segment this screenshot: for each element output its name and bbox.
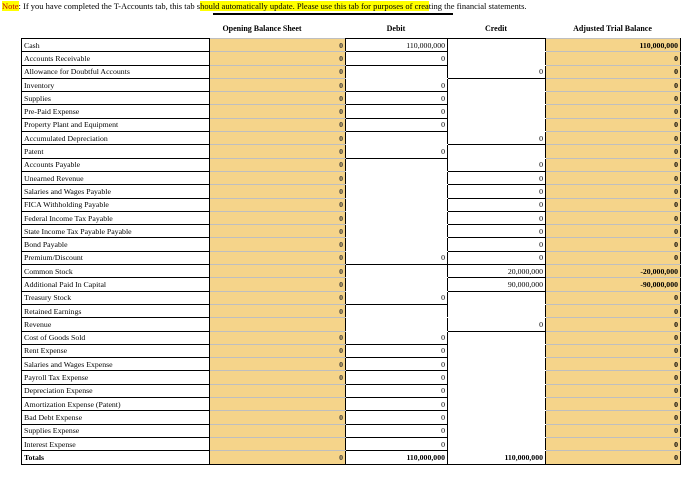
credit-cell[interactable]: 0 — [448, 318, 546, 331]
adjusted-balance-cell[interactable]: 0 — [546, 198, 681, 211]
account-name-cell[interactable]: Payroll Tax Expense — [22, 371, 210, 384]
credit-cell[interactable]: 90,000,000 — [448, 278, 546, 291]
account-name-cell[interactable]: Rent Expense — [22, 344, 210, 357]
adjusted-balance-cell[interactable]: 0 — [546, 304, 681, 317]
header-opening-balance: Opening Balance Sheet — [222, 24, 302, 33]
adjusted-balance-cell[interactable]: 0 — [546, 65, 681, 78]
trial-balance-table — [21, 38, 681, 465]
opening-balance-cell[interactable]: 0 — [210, 304, 346, 317]
account-name-cell[interactable]: Salaries and Wages Expense — [22, 358, 210, 371]
table-row — [22, 185, 681, 198]
opening-balance-cell[interactable]: 0 — [210, 78, 346, 91]
debit-cell[interactable]: 0 — [346, 105, 448, 118]
debit-cell[interactable]: 110,000,000 — [346, 451, 448, 464]
table-row — [22, 278, 681, 291]
opening-balance-cell[interactable]: 0 — [210, 278, 346, 291]
opening-balance-cell[interactable]: 0 — [210, 185, 346, 198]
opening-balance-cell[interactable]: 0 — [210, 265, 346, 278]
account-name-cell[interactable]: Patent — [22, 145, 210, 158]
opening-balance-cell[interactable]: 0 — [210, 171, 346, 184]
opening-balance-cell[interactable]: 0 — [210, 238, 346, 251]
table-row — [22, 411, 681, 424]
table-row — [22, 358, 681, 371]
debit-cell[interactable]: 0 — [346, 78, 448, 91]
account-name-cell[interactable]: State Income Tax Payable Payable — [22, 225, 210, 238]
adjusted-balance-cell[interactable]: 0 — [546, 78, 681, 91]
adjusted-balance-cell[interactable]: 0 — [546, 105, 681, 118]
credit-cell[interactable]: 0 — [448, 225, 546, 238]
debit-cell[interactable]: 0 — [346, 384, 448, 397]
account-name-cell[interactable]: Accounts Receivable — [22, 52, 210, 65]
table-row — [22, 118, 681, 131]
table-row — [22, 398, 681, 411]
credit-cell[interactable] — [448, 92, 546, 105]
adjusted-balance-cell[interactable]: -20,000,000 — [546, 265, 681, 278]
debit-cell[interactable]: 0 — [346, 424, 448, 437]
opening-balance-cell[interactable]: 0 — [210, 251, 346, 264]
adjusted-balance-cell[interactable]: 0 — [546, 118, 681, 131]
table-row — [22, 105, 681, 118]
debit-cell[interactable]: 110,000,000 — [346, 39, 448, 52]
account-name-cell[interactable]: Retained Earnings — [22, 304, 210, 317]
credit-cell[interactable] — [448, 358, 546, 371]
adjusted-balance-cell[interactable]: 0 — [546, 171, 681, 184]
account-name-cell[interactable]: Accounts Payable — [22, 158, 210, 171]
debit-cell[interactable]: 0 — [346, 411, 448, 424]
adjusted-balance-cell[interactable]: 0 — [546, 358, 681, 371]
adjusted-balance-cell[interactable]: 0 — [546, 158, 681, 171]
credit-cell[interactable] — [448, 424, 546, 437]
adjusted-balance-cell[interactable]: 0 — [546, 451, 681, 464]
account-name-cell[interactable]: Supplies Expense — [22, 424, 210, 437]
account-name-cell[interactable]: Supplies — [22, 92, 210, 105]
credit-cell[interactable]: 110,000,000 — [448, 451, 546, 464]
credit-cell[interactable]: 0 — [448, 158, 546, 171]
opening-balance-cell[interactable] — [210, 424, 346, 437]
account-name-cell[interactable]: Allowance for Doubtful Accounts — [22, 65, 210, 78]
debit-cell[interactable] — [346, 171, 448, 184]
account-name-cell[interactable]: Accumulated Depreciation — [22, 132, 210, 145]
credit-cell[interactable] — [448, 331, 546, 344]
adjusted-balance-cell[interactable]: 0 — [546, 211, 681, 224]
account-name-cell[interactable]: Additional Paid In Capital — [22, 278, 210, 291]
table-row — [22, 65, 681, 78]
table-row — [22, 318, 681, 331]
credit-cell[interactable] — [448, 145, 546, 158]
trial-balance-body — [22, 39, 681, 465]
table-row — [22, 371, 681, 384]
account-name-cell[interactable]: Premium/Discount — [22, 251, 210, 264]
credit-cell[interactable] — [448, 371, 546, 384]
table-row — [22, 265, 681, 278]
header-credit: Credit — [484, 24, 508, 33]
credit-cell[interactable]: 0 — [448, 185, 546, 198]
credit-cell[interactable] — [448, 398, 546, 411]
table-row — [22, 52, 681, 65]
credit-cell[interactable]: 0 — [448, 171, 546, 184]
credit-cell[interactable] — [448, 52, 546, 65]
credit-cell[interactable] — [448, 105, 546, 118]
opening-balance-cell[interactable]: 0 — [210, 211, 346, 224]
debit-cell[interactable]: 0 — [346, 358, 448, 371]
debit-cell[interactable] — [346, 304, 448, 317]
totals-row — [22, 451, 681, 464]
credit-cell[interactable] — [448, 304, 546, 317]
header-adjusted-trial-balance: Adjusted Trial Balance — [573, 24, 652, 33]
note-banner — [2, 1, 527, 14]
opening-balance-cell[interactable]: 0 — [210, 92, 346, 105]
debit-cell[interactable]: 0 — [346, 437, 448, 450]
table-row — [22, 384, 681, 397]
opening-balance-cell[interactable]: 0 — [210, 65, 346, 78]
header-debit: Debit — [386, 24, 406, 33]
table-row — [22, 344, 681, 357]
note-underline — [213, 13, 453, 15]
opening-balance-cell[interactable]: 0 — [210, 451, 346, 464]
debit-cell[interactable]: 0 — [346, 398, 448, 411]
adjusted-balance-cell[interactable]: 0 — [546, 318, 681, 331]
credit-cell[interactable] — [448, 344, 546, 357]
debit-cell[interactable]: 0 — [346, 251, 448, 264]
account-name-cell[interactable]: Totals — [22, 451, 210, 464]
table-row — [22, 92, 681, 105]
credit-cell[interactable]: 0 — [448, 211, 546, 224]
debit-cell[interactable] — [346, 225, 448, 238]
table-row — [22, 291, 681, 304]
account-name-cell[interactable]: Treasury Stock — [22, 291, 210, 304]
table-row — [22, 251, 681, 264]
adjusted-balance-cell[interactable]: 0 — [546, 411, 681, 424]
opening-balance-cell[interactable]: 0 — [210, 105, 346, 118]
adjusted-balance-cell[interactable]: 0 — [546, 398, 681, 411]
table-row — [22, 225, 681, 238]
opening-balance-cell[interactable]: 0 — [210, 225, 346, 238]
opening-balance-cell[interactable]: 0 — [210, 158, 346, 171]
debit-cell[interactable]: 0 — [346, 371, 448, 384]
adjusted-balance-cell[interactable]: 0 — [546, 437, 681, 450]
debit-cell[interactable] — [346, 238, 448, 251]
account-name-cell[interactable]: FICA Withholding Payable — [22, 198, 210, 211]
account-name-cell[interactable]: Interest Expense — [22, 437, 210, 450]
adjusted-balance-cell[interactable]: 0 — [546, 225, 681, 238]
credit-cell[interactable]: 0 — [448, 198, 546, 211]
adjusted-balance-cell[interactable]: 0 — [546, 291, 681, 304]
opening-balance-cell[interactable]: 0 — [210, 198, 346, 211]
opening-balance-cell[interactable]: 0 — [210, 344, 346, 357]
debit-cell[interactable]: 0 — [346, 52, 448, 65]
credit-cell[interactable]: 0 — [448, 65, 546, 78]
adjusted-balance-cell[interactable]: 0 — [546, 331, 681, 344]
account-name-cell[interactable]: Salaries and Wages Payable — [22, 185, 210, 198]
adjusted-balance-cell[interactable]: 0 — [546, 238, 681, 251]
account-name-cell[interactable]: Cost of Goods Sold — [22, 331, 210, 344]
note-text-before: : If you have completed the T-Accounts tab, this tab s — [18, 1, 201, 11]
account-name-cell[interactable]: Federal Income Tax Payable — [22, 211, 210, 224]
note-text-after: ting the financial statements. — [428, 1, 527, 11]
account-name-cell[interactable]: Pre-Paid Expense — [22, 105, 210, 118]
debit-cell[interactable] — [346, 65, 448, 78]
credit-cell[interactable] — [448, 39, 546, 52]
note-label: Note — [2, 1, 19, 11]
credit-cell[interactable]: 0 — [448, 132, 546, 145]
table-row — [22, 158, 681, 171]
debit-cell[interactable] — [346, 185, 448, 198]
debit-cell[interactable] — [346, 158, 448, 171]
account-name-cell[interactable]: Property Plant and Equipment — [22, 118, 210, 131]
opening-balance-cell[interactable]: 0 — [210, 411, 346, 424]
adjusted-balance-cell[interactable]: 0 — [546, 424, 681, 437]
credit-cell[interactable]: 20,000,000 — [448, 265, 546, 278]
table-row — [22, 132, 681, 145]
credit-cell[interactable]: 0 — [448, 251, 546, 264]
opening-balance-cell[interactable]: 0 — [210, 39, 346, 52]
opening-balance-cell[interactable] — [210, 437, 346, 450]
debit-cell[interactable] — [346, 198, 448, 211]
debit-cell[interactable] — [346, 132, 448, 145]
opening-balance-cell[interactable] — [210, 318, 346, 331]
table-row — [22, 238, 681, 251]
opening-balance-cell[interactable]: 0 — [210, 145, 346, 158]
opening-balance-cell[interactable]: 0 — [210, 132, 346, 145]
debit-cell[interactable] — [346, 278, 448, 291]
adjusted-balance-cell[interactable]: 0 — [546, 132, 681, 145]
credit-cell[interactable] — [448, 118, 546, 131]
debit-cell[interactable]: 0 — [346, 118, 448, 131]
credit-cell[interactable] — [448, 411, 546, 424]
opening-balance-cell[interactable] — [210, 384, 346, 397]
account-name-cell[interactable]: Bond Payable — [22, 238, 210, 251]
adjusted-balance-cell[interactable]: 0 — [546, 145, 681, 158]
account-name-cell[interactable]: Unearned Revenue — [22, 171, 210, 184]
table-row — [22, 304, 681, 317]
credit-cell[interactable] — [448, 291, 546, 304]
debit-cell[interactable] — [346, 318, 448, 331]
credit-cell[interactable]: 0 — [448, 238, 546, 251]
table-row — [22, 437, 681, 450]
account-name-cell[interactable]: Revenue — [22, 318, 210, 331]
adjusted-balance-cell[interactable]: 0 — [546, 52, 681, 65]
debit-cell[interactable] — [346, 211, 448, 224]
table-row — [22, 331, 681, 344]
adjusted-balance-cell[interactable]: 0 — [546, 251, 681, 264]
account-name-cell[interactable]: Depreciation Expense — [22, 384, 210, 397]
opening-balance-cell[interactable]: 0 — [210, 118, 346, 131]
account-name-cell[interactable]: Common Stock — [22, 265, 210, 278]
debit-cell[interactable]: 0 — [346, 291, 448, 304]
adjusted-balance-cell[interactable]: 0 — [546, 344, 681, 357]
adjusted-balance-cell[interactable]: 110,000,000 — [546, 39, 681, 52]
adjusted-balance-cell[interactable]: -90,000,000 — [546, 278, 681, 291]
debit-cell[interactable]: 0 — [346, 344, 448, 357]
opening-balance-cell[interactable]: 0 — [210, 371, 346, 384]
adjusted-balance-cell[interactable]: 0 — [546, 371, 681, 384]
debit-cell[interactable]: 0 — [346, 92, 448, 105]
table-row — [22, 145, 681, 158]
credit-cell[interactable] — [448, 78, 546, 91]
debit-cell[interactable] — [346, 265, 448, 278]
note-text-highlight: hould automatically update. Please use this tab for purposes of crea — [200, 1, 429, 11]
opening-balance-cell[interactable] — [210, 398, 346, 411]
opening-balance-cell[interactable]: 0 — [210, 331, 346, 344]
table-row — [22, 78, 681, 91]
table-row — [22, 424, 681, 437]
account-name-cell[interactable]: Cash — [22, 39, 210, 52]
adjusted-balance-cell[interactable]: 0 — [546, 185, 681, 198]
table-row — [22, 198, 681, 211]
credit-cell[interactable] — [448, 384, 546, 397]
account-name-cell[interactable]: Amortization Expense (Patent) — [22, 398, 210, 411]
account-name-cell[interactable]: Bad Debt Expense — [22, 411, 210, 424]
credit-cell[interactable] — [448, 437, 546, 450]
debit-cell[interactable]: 0 — [346, 331, 448, 344]
opening-balance-cell[interactable]: 0 — [210, 358, 346, 371]
table-row — [22, 211, 681, 224]
opening-balance-cell[interactable]: 0 — [210, 52, 346, 65]
adjusted-balance-cell[interactable]: 0 — [546, 92, 681, 105]
opening-balance-cell[interactable]: 0 — [210, 291, 346, 304]
debit-cell[interactable]: 0 — [346, 145, 448, 158]
table-row — [22, 39, 681, 52]
adjusted-balance-cell[interactable]: 0 — [546, 384, 681, 397]
account-name-cell[interactable]: Inventory — [22, 78, 210, 91]
table-row — [22, 171, 681, 184]
